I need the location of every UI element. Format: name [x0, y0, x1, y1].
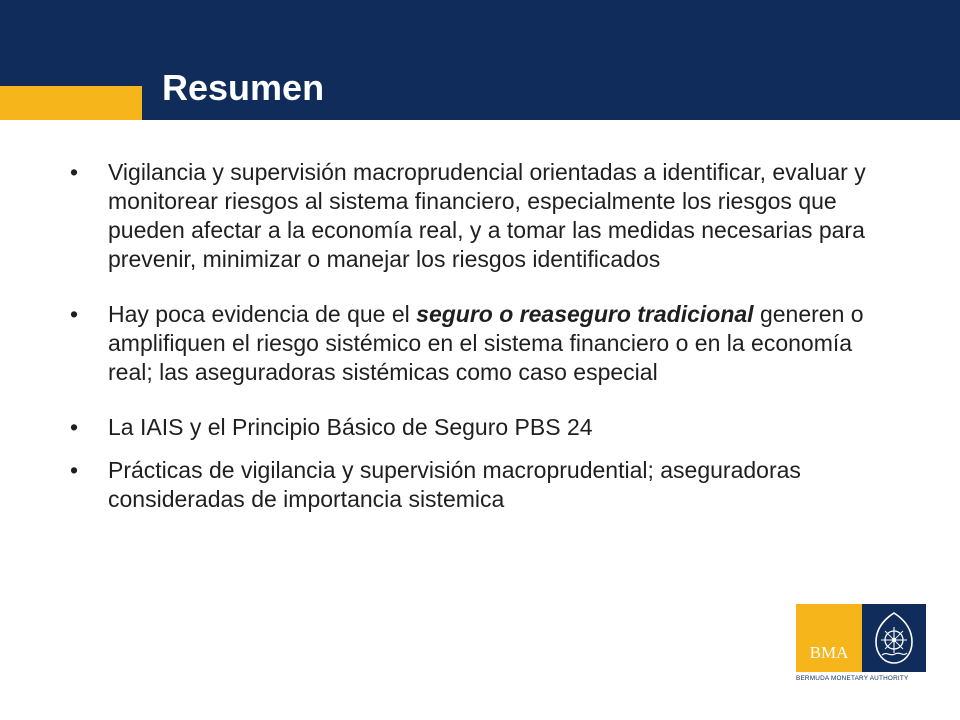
bullet-marker: • [70, 414, 79, 440]
logo-gold-block [796, 604, 862, 672]
bullet-text: Prácticas de vigilancia y supervisión macroprudential; aseguradoras consideradas de importancia sistemica [108, 457, 801, 512]
bullet-item [70, 300, 870, 387]
bullet-text-before: Hay poca evidencia de que el [108, 301, 417, 327]
header-accent-bar [0, 86, 142, 120]
logo-abbreviation: BMA [809, 643, 849, 662]
bullet-text: Vigilancia y supervisión macroprudencial orientadas a identificar, evaluar y monitorear riesgos al sistema financiero, especialmente los riesgos que pueden afectar a la economía real, y a tomar las medidas necesarias para prevenir, minimizar o manejar los riesgos identificados [108, 159, 866, 272]
bullet-list [70, 158, 870, 514]
bullet-item [70, 456, 870, 514]
bullet-marker: • [70, 457, 79, 483]
bullet-marker: • [70, 301, 79, 327]
header-bar [0, 0, 960, 120]
bullet-text-after: generen o amplifiquen el riesgo sistémico en el sistema financiero o en la economía real; las aseguradoras sistémicas como caso especial [108, 301, 864, 385]
slide-title: Resumen [162, 67, 325, 108]
bma-logo [796, 604, 926, 688]
bullet-item [70, 158, 870, 274]
logo-navy-block [862, 604, 926, 672]
bullet-text-emphasis: seguro o reaseguro tradicional [416, 301, 754, 327]
compass-seal-icon [870, 610, 918, 666]
logo-caption: BERMUDA MONETARY AUTHORITY [796, 675, 909, 682]
bullet-marker: • [70, 159, 79, 185]
bullet-item [70, 413, 870, 442]
bullet-text: La IAIS y el Principio Básico de Seguro PBS 24 [108, 414, 593, 440]
